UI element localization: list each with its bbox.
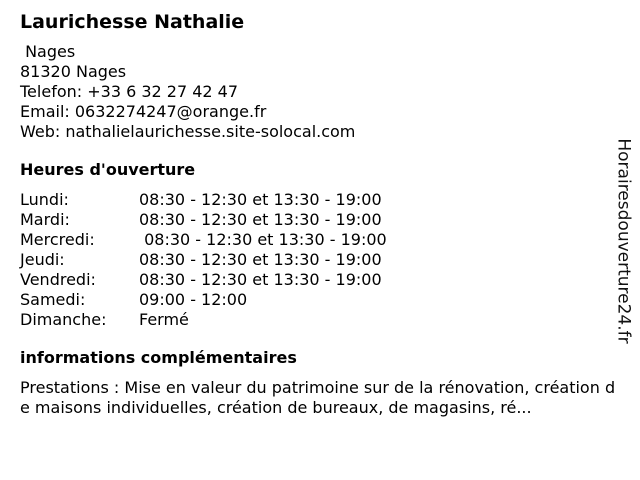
- hours-row-sunday: [20, 310, 620, 330]
- hours-time-value: 08:30 - 12:30 et 13:30 - 19:00: [139, 190, 382, 209]
- hours-time-value: 09:00 - 12:00: [139, 290, 248, 309]
- opening-hours-heading: Heures d'ouverture: [20, 160, 196, 179]
- hours-time-value: Fermé: [139, 310, 189, 329]
- hours-time-value: 08:30 - 12:30 et 13:30 - 19:00: [139, 230, 387, 249]
- hours-row-wednesday: [20, 230, 620, 250]
- email-line: Email: 0632274247@orange.fr: [20, 102, 267, 121]
- hours-time-value: 08:30 - 12:30 et 13:30 - 19:00: [139, 250, 382, 269]
- hours-day-label: Vendredi:: [20, 270, 96, 289]
- opening-hours-table: [20, 190, 620, 330]
- hours-day-label: Dimanche:: [20, 310, 107, 329]
- address-line-2: 81320 Nages: [20, 62, 127, 81]
- hours-day-label: Mercredi:: [20, 230, 95, 249]
- hours-day-label: Lundi:: [20, 190, 69, 209]
- hours-row-thursday: [20, 250, 620, 270]
- hours-day-label: Samedi:: [20, 290, 86, 309]
- hours-row-tuesday: [20, 210, 620, 230]
- phone-line: Telefon: +33 6 32 27 42 47: [20, 82, 239, 101]
- hours-row-saturday: [20, 290, 620, 310]
- hours-day-label: Jeudi:: [20, 250, 65, 269]
- address-line-1: Nages: [20, 42, 76, 61]
- site-watermark-text: Horairesdouverture24.fr: [614, 138, 634, 344]
- hours-row-friday: [20, 270, 620, 290]
- hours-row-monday: [20, 190, 620, 210]
- hours-time-value: 08:30 - 12:30 et 13:30 - 19:00: [139, 210, 382, 229]
- hours-time-value: 08:30 - 12:30 et 13:30 - 19:00: [139, 270, 382, 289]
- site-watermark: [612, 136, 636, 346]
- business-name: Laurichesse Nathalie: [20, 11, 245, 33]
- additional-info-text: Prestations : Mise en valeur du patrimoine sur de la rénovation, création de maisons individuelles, création de bureaux, de magasins, ré...: [20, 378, 616, 417]
- hours-day-label: Mardi:: [20, 210, 70, 229]
- additional-info-heading: informations complémentaires: [20, 348, 297, 367]
- business-card: [20, 10, 620, 418]
- website-line: Web: nathalielaurichesse.site-solocal.com: [20, 122, 356, 141]
